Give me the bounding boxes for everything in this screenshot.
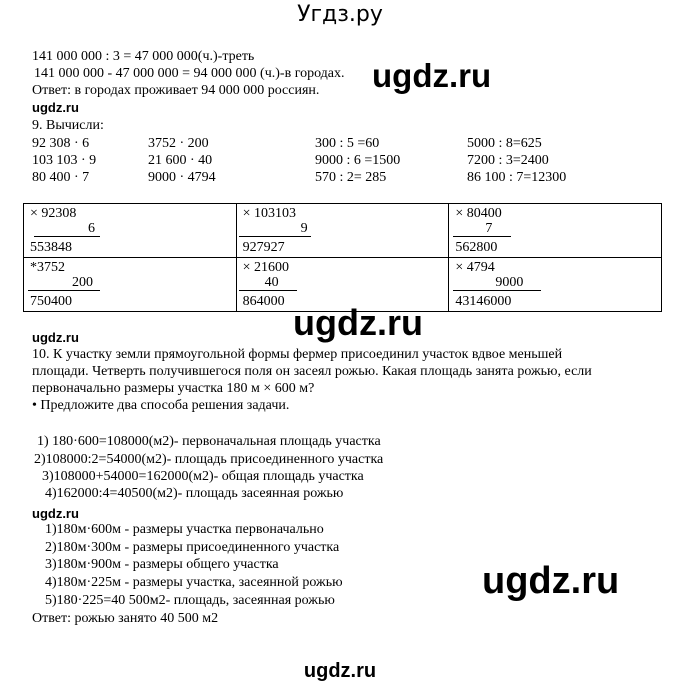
calc-top: × 4794 <box>455 260 495 275</box>
solution-step: 2)108000:2=54000(м2)- площадь присоединенного участка <box>34 452 384 467</box>
solution-step: 2)180м·300м - размеры присоединенного участка <box>45 540 340 555</box>
task9-expr: 7200 : 3=2400 <box>467 153 549 168</box>
calc-multiplier: 40 <box>264 275 279 290</box>
task9-expr: 3752 · 200 <box>148 136 209 151</box>
task10-bullet: • Предложите два способа решения задачи. <box>32 398 290 413</box>
intro-answer: Ответ: в городах проживает 94 000 000 россиян. <box>32 83 320 98</box>
task9-expr: 5000 : 8=625 <box>467 136 542 151</box>
calc-multiplier: 200 <box>72 275 93 290</box>
task9-expr: 92 308 · 6 <box>32 136 90 151</box>
task10-paragraph: первоначально размеры участка 180 м × 600 м? <box>32 381 315 396</box>
calc-underline <box>239 290 297 291</box>
calc-multiplier: 6 <box>88 221 95 236</box>
calc-underline <box>34 236 100 237</box>
solution-step: 3)108000+54000=162000(м2)- общая площадь участка <box>42 469 364 484</box>
calc-top: *3752 <box>30 260 65 275</box>
intro-line-1: 141 000 000 : 3 = 47 000 000(ч.)-треть <box>32 49 255 64</box>
calc-underline <box>453 290 541 291</box>
task9-title: 9. Вычисли: <box>32 118 104 133</box>
task10-paragraph: площади. Четверть получившегося поля он засеял рожью. Какая площадь занята рожью, если <box>32 364 592 379</box>
calc-cell <box>24 204 237 258</box>
calc-multiplier: 7 <box>485 221 493 236</box>
task9-expr: 103 103 · 9 <box>32 153 97 168</box>
calc-cell <box>236 204 449 258</box>
task9-expr: 21 600 · 40 <box>148 153 213 168</box>
calc-cell <box>24 258 237 312</box>
solution-step: 4)162000:4=40500(м2)- площадь засеянная рожью <box>45 486 344 501</box>
calc-underline <box>239 236 311 237</box>
intro-line-2: 141 000 000 - 47 000 000 = 94 000 000 (ч.)-в городах. <box>34 66 345 81</box>
solution-step: 3)180м·900м - размеры общего участка <box>45 557 279 572</box>
footer-watermark: ugdz.ru <box>303 660 377 682</box>
calculation-table <box>23 203 662 312</box>
calc-result: 553848 <box>30 240 72 255</box>
watermark-large: ugdz.ru <box>482 560 620 602</box>
solution-step: 1)180м·600м - размеры участка первоначально <box>45 522 324 537</box>
calc-result: 562800 <box>455 240 498 255</box>
table-row <box>24 204 662 258</box>
watermark-large: ugdz.ru <box>372 57 492 94</box>
calc-result: 750400 <box>30 294 72 309</box>
task9-expr: 570 : 2= 285 <box>315 170 387 185</box>
calc-top: × 103103 <box>242 206 297 221</box>
task10-answer: Ответ: рожью занято 40 500 м2 <box>32 611 219 626</box>
calc-result: 864000 <box>242 294 285 309</box>
task9-expr: 9000 : 6 =1500 <box>315 153 401 168</box>
calc-underline <box>28 290 100 291</box>
calc-underline <box>453 236 511 237</box>
watermark-small: ugdz.ru <box>32 100 79 115</box>
calc-cell <box>449 258 662 312</box>
task10-paragraph: 10. К участку земли прямоугольной формы фермер присоединил участок вдвое меньшей <box>32 347 563 362</box>
watermark-small: ugdz.ru <box>32 506 79 521</box>
calc-top: × 92308 <box>30 206 77 221</box>
watermark-small: ugdz.ru <box>32 330 79 345</box>
calc-top: × 80400 <box>455 206 502 221</box>
task9-expr: 80 400 · 7 <box>32 170 90 185</box>
calc-multiplier: 9000 <box>495 275 524 290</box>
watermark-large: ugdz.ru <box>293 302 423 343</box>
site-title[interactable]: Угдз.ру <box>297 2 383 27</box>
solution-step: 1) 180·600=108000(м2)- первоначальная площадь участка <box>37 434 381 449</box>
solution-step: 5)180·225=40 500м2- площадь, засеянная рожью <box>45 593 335 608</box>
task9-expr: 9000 · 4794 <box>148 170 216 185</box>
calc-result: 927927 <box>242 240 285 255</box>
task9-expr: 300 : 5 =60 <box>315 136 380 151</box>
calc-result: 43146000 <box>455 294 512 309</box>
calc-cell <box>449 204 662 258</box>
solution-step: 4)180м·225м - размеры участка, засеянной рожью <box>45 575 343 590</box>
calc-multiplier: 9 <box>300 221 308 236</box>
calc-top: × 21600 <box>242 260 290 275</box>
task9-expr: 86 100 : 7=12300 <box>467 170 567 185</box>
